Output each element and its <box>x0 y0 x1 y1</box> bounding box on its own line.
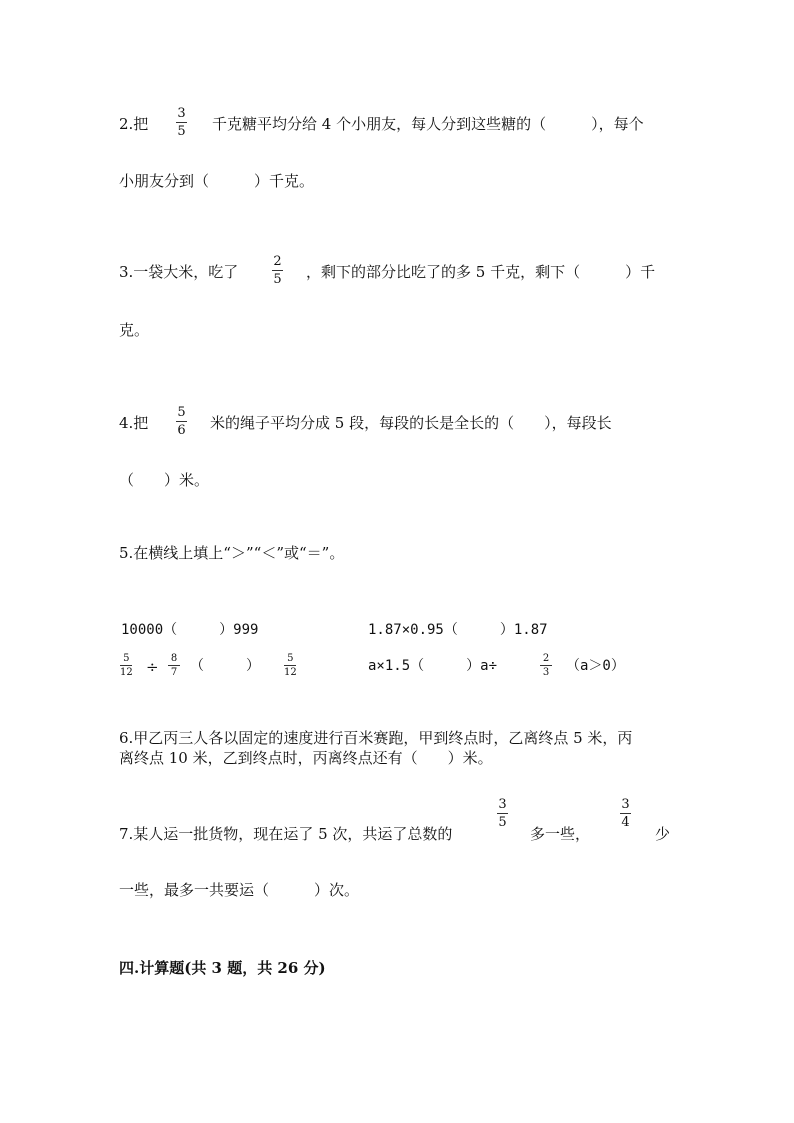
q4-text-line2: （ ）米。 <box>119 471 210 489</box>
q7-text-1: 7.某人运一批货物，现在运了 5 次，共运了总数的 <box>119 825 453 843</box>
q5-title: 5.在横线上填上“＞”“＜”或“＝”。 <box>119 544 345 562</box>
section-title: 四.计算题(共 3 题，共 26 分) <box>119 959 326 977</box>
fraction-denominator: 7 <box>170 667 178 678</box>
fraction-bar <box>497 813 508 814</box>
fraction-bar <box>284 665 296 666</box>
q4-prefix: 4.把 <box>119 414 149 432</box>
q4-text-line1: 米的绳子平均分成 5 段，每段的长是全长的（ ），每段长 <box>210 414 612 432</box>
q3-text-line2: 克。 <box>119 321 150 339</box>
fraction-bar <box>120 665 132 666</box>
q3-fraction <box>272 254 283 287</box>
q2-text-line1: 千克糖平均分给 4 个小朋友，每人分到这些糖的（ ），每个 <box>212 115 644 133</box>
q7-text-3: 少 <box>655 825 671 843</box>
fraction-denominator: 4 <box>621 815 630 830</box>
q5-row2-fraction-3 <box>284 653 297 678</box>
fraction-denominator: 6 <box>177 423 186 438</box>
fraction-numerator: 2 <box>542 653 550 664</box>
fraction-denominator: 5 <box>273 272 282 287</box>
fraction-bar <box>176 421 187 422</box>
q2-prefix: 2.把 <box>119 115 149 133</box>
q5-row2-right-a: a×1.5（ ）a÷ <box>368 658 498 674</box>
q5-row2-divide: ÷ <box>146 658 159 676</box>
fraction-numerator: 3 <box>177 106 186 121</box>
fraction-denominator: 12 <box>120 667 133 678</box>
q7-fraction-2 <box>620 797 631 830</box>
q5-row2-fraction-2 <box>168 653 180 678</box>
q2-fraction <box>176 106 187 139</box>
fraction-denominator: 5 <box>177 124 186 139</box>
q6-line1: 6.甲乙丙三人各以固定的速度进行百米赛跑，甲到终点时，乙离终点 5 米，丙 <box>119 729 633 747</box>
fraction-denominator: 12 <box>284 667 297 678</box>
q5-row2-blank: （ ） <box>190 658 260 674</box>
q5-row1-left: 10000（ ）999 <box>121 622 259 638</box>
fraction-bar <box>176 122 187 123</box>
q4-fraction <box>176 405 187 438</box>
q5-row2-fraction-1 <box>120 653 133 678</box>
q5-row2-fraction-4 <box>540 653 552 678</box>
q3-prefix: 3.一袋大米，吃了 <box>119 263 239 281</box>
q7-text-2: 多一些， <box>530 825 591 843</box>
fraction-numerator: 3 <box>621 797 630 812</box>
fraction-denominator: 3 <box>542 667 550 678</box>
fraction-numerator: 2 <box>273 254 282 269</box>
fraction-numerator: 8 <box>170 653 178 664</box>
q7-fraction-1 <box>497 797 508 830</box>
q3-text-line1: ，剩下的部分比吃了的多 5 千克，剩下（ ）千 <box>306 263 656 281</box>
q2-text-line2: 小朋友分到（ ）千克。 <box>119 172 315 190</box>
fraction-numerator: 3 <box>498 797 507 812</box>
q5-row2-right-b: （a＞0） <box>566 658 625 674</box>
fraction-bar <box>620 813 631 814</box>
fraction-numerator: 5 <box>287 653 294 664</box>
fraction-bar <box>168 665 180 666</box>
fraction-bar <box>272 270 283 271</box>
q7-line2: 一些，最多一共要运（ ）次。 <box>119 881 360 899</box>
q5-row1-right: 1.87×0.95（ ）1.87 <box>368 622 548 638</box>
q6-line2: 离终点 10 米，乙到终点时，丙离终点还有（ ）米。 <box>119 749 493 767</box>
fraction-numerator: 5 <box>177 405 186 420</box>
fraction-numerator: 5 <box>123 653 130 664</box>
fraction-denominator: 5 <box>498 815 507 830</box>
fraction-bar <box>540 665 552 666</box>
